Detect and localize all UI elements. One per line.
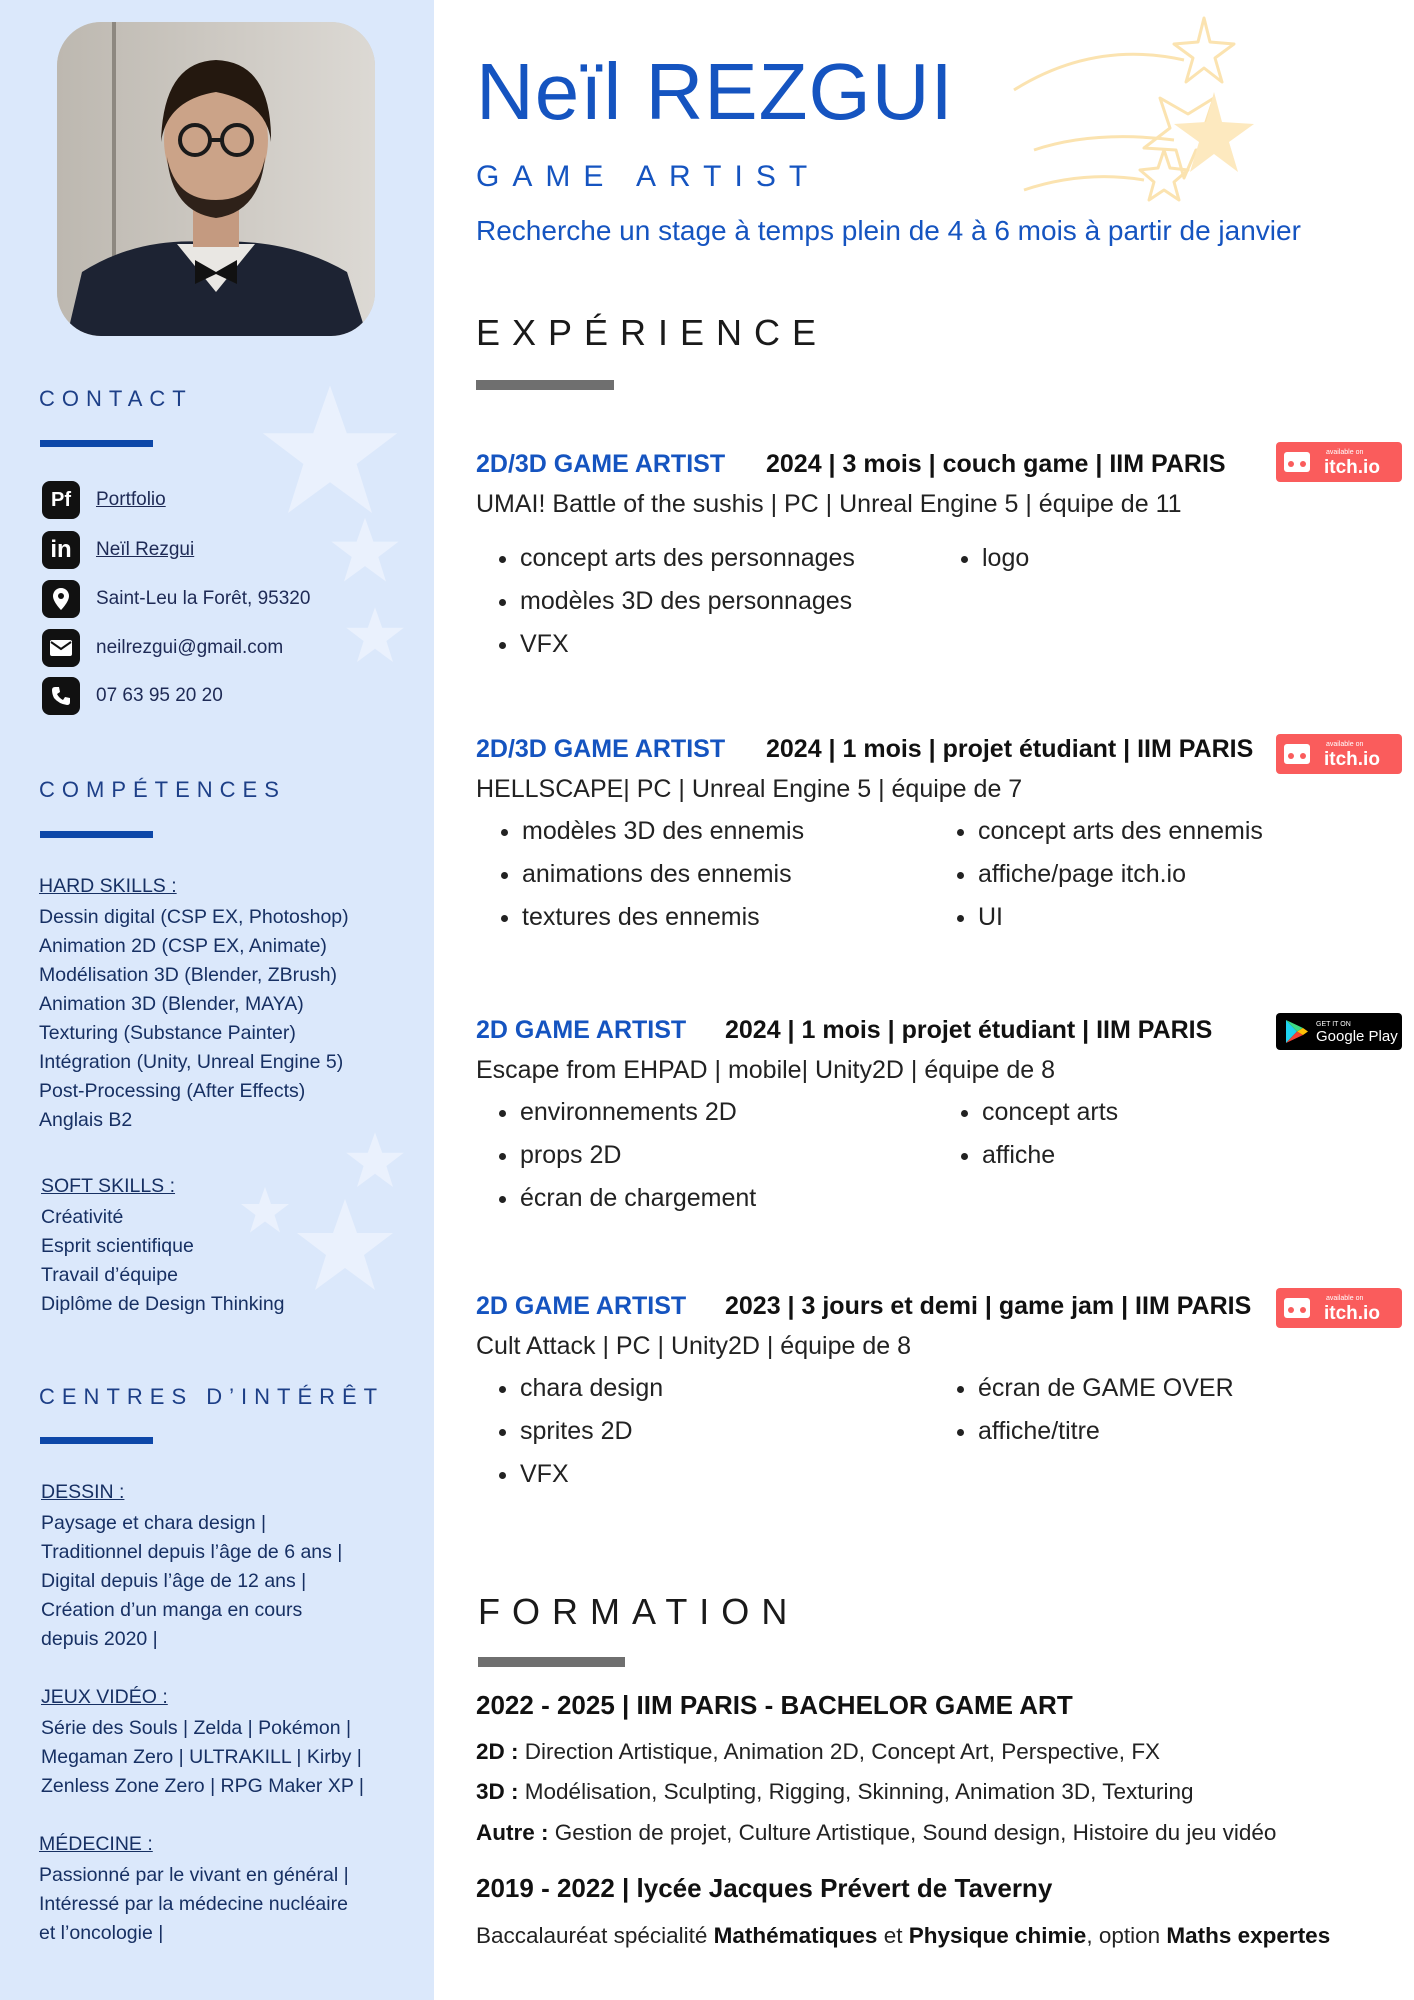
experience-title: 2D/3D GAME ARTIST [476, 735, 726, 763]
contact-portfolio[interactable] [42, 480, 166, 520]
interest-line: Paysage et chara design | [41, 1512, 267, 1534]
experience-divider [476, 380, 614, 390]
interest-line: Passionné par le vivant en général | [39, 1864, 349, 1886]
itch-io-logo-icon [1284, 1298, 1310, 1318]
education-divider [478, 1657, 625, 1667]
interest-line: Série des Souls | Zelda | Pokémon | [41, 1717, 352, 1739]
experience-meta: 2023 | 3 jours et demi | game jam | IIM PARIS [725, 1292, 1252, 1320]
hard-skills-block [39, 872, 349, 1135]
list-item: • affiche/page itch.io [978, 853, 1263, 896]
star-decoration-icon [345, 1130, 405, 1190]
list-item: • UI [978, 896, 1263, 939]
skill-item: Post-Processing (After Effects) [39, 1080, 306, 1102]
medicine-label: MÉDECINE : [39, 1833, 153, 1855]
games-block [41, 1683, 364, 1801]
hard-skills-label: HARD SKILLS : [39, 875, 177, 897]
skill-item: Animation 3D (Blender, MAYA) [39, 993, 304, 1015]
list-item: • props 2D [520, 1134, 756, 1177]
interest-line: Intéressé par la médecine nucléaire [39, 1893, 348, 1915]
list-item: • sprites 2D [520, 1410, 663, 1453]
list-item: • concept arts [982, 1091, 1118, 1134]
contact-address [42, 579, 310, 619]
list-item: • écran de chargement [520, 1177, 756, 1220]
email-text[interactable]: neilrezgui@gmail.com [96, 637, 284, 658]
skill-item: Dessin digital (CSP EX, Photoshop) [39, 906, 349, 928]
list-item: • écran de GAME OVER [978, 1367, 1234, 1410]
experience-subtitle: Escape from EHPAD | mobile| Unity2D | équipe de 8 [476, 1056, 1056, 1084]
list-item: • affiche/titre [978, 1410, 1234, 1453]
experience-title: 2D GAME ARTIST [476, 1016, 687, 1044]
location-pin-icon [42, 580, 80, 618]
svg-text:GET IT ON: GET IT ON [1316, 1021, 1351, 1028]
contact-divider [40, 440, 153, 447]
experience-subtitle: Cult Attack | PC | Unity2D | équipe de 8 [476, 1332, 911, 1360]
itch-io-badge[interactable] [1276, 442, 1402, 482]
itch-io-badge[interactable] [1276, 1288, 1402, 1328]
itch-io-badge[interactable] [1276, 734, 1402, 774]
experience-item [476, 1292, 1406, 1488]
list-item: • animations des ennemis [522, 853, 804, 896]
svg-text:itch.io: itch.io [1324, 749, 1380, 770]
school-title: 2019 - 2022 | lycée Jacques Prévert de Taverny [476, 1873, 1053, 1903]
soft-skills-block [41, 1172, 285, 1319]
job-title: GAME ARTIST [476, 160, 821, 193]
skill-item: Esprit scientifique [41, 1235, 194, 1257]
phone-text[interactable]: 07 63 95 20 20 [96, 685, 223, 706]
star-decoration-icon [295, 1195, 395, 1295]
medicine-block [39, 1830, 349, 1948]
interest-line: Digital depuis l’âge de 12 ans | [41, 1570, 307, 1592]
experience-item [476, 450, 1406, 658]
skill-item: Créativité [41, 1206, 124, 1228]
skill-item: Diplôme de Design Thinking [41, 1293, 285, 1315]
experience-title: 2D GAME ARTIST [476, 1292, 687, 1320]
education-line: 2D : Direction Artistique, Animation 2D, Concept Art, Perspective, FX [476, 1739, 1161, 1764]
skill-item: Texturing (Substance Painter) [39, 1022, 296, 1044]
drawing-label: DESSIN : [41, 1481, 125, 1503]
education-line: Baccalauréat spécialité Mathématiques et Physique chimie, option Maths expertes [476, 1923, 1331, 1948]
linkedin-link[interactable]: Neïl Rezgui [96, 539, 195, 560]
google-play-badge[interactable] [1276, 1013, 1402, 1050]
games-label: JEUX VIDÉO : [41, 1686, 168, 1708]
interests-divider [40, 1437, 153, 1444]
itch-io-logo-icon [1284, 452, 1310, 472]
list-item: • concept arts des ennemis [978, 810, 1263, 853]
skill-item: Animation 2D (CSP EX, Animate) [39, 935, 327, 957]
portfolio-icon: Pf [42, 481, 80, 519]
portrait-image [57, 22, 375, 336]
contact-heading: CONTACT [39, 386, 193, 411]
experience-meta: 2024 | 1 mois | projet étudiant | IIM PARIS [766, 735, 1254, 763]
experience-meta: 2024 | 3 mois | couch game | IIM PARIS [766, 450, 1226, 478]
svg-text:itch.io: itch.io [1324, 1303, 1380, 1324]
drawing-block [41, 1478, 342, 1654]
svg-text:available on: available on [1326, 449, 1364, 456]
main-content [434, 0, 1414, 2000]
interest-line: depuis 2020 | [41, 1628, 158, 1650]
skill-item: Travail d’équipe [41, 1264, 178, 1286]
soft-skills-label: SOFT SKILLS : [41, 1175, 176, 1197]
list-item: • chara design [520, 1367, 663, 1410]
skill-item: Anglais B2 [39, 1109, 133, 1131]
list-item: • affiche [982, 1134, 1118, 1177]
experience-meta: 2024 | 1 mois | projet étudiant | IIM PARIS [725, 1016, 1213, 1044]
skills-heading: COMPÉTENCES [39, 777, 286, 802]
interest-line: et l’oncologie | [39, 1922, 164, 1944]
sidebar [0, 0, 434, 2000]
contact-email[interactable] [42, 628, 283, 668]
svg-text:itch.io: itch.io [1324, 457, 1380, 478]
address-text: Saint-Leu la Forêt, 95320 [96, 588, 311, 609]
education-line: 3D : Modélisation, Sculpting, Rigging, Skinning, Animation 3D, Texturing [476, 1779, 1194, 1804]
interest-line: Création d’un manga en cours [41, 1599, 303, 1621]
skills-divider [40, 831, 153, 838]
list-item: • textures des ennemis [522, 896, 804, 939]
itch-io-logo-icon [1284, 744, 1310, 764]
education-line: Autre : Gestion de projet, Culture Artistique, Sound design, Histoire du jeu vidéo [476, 1820, 1277, 1845]
star-decoration-icon [345, 605, 405, 665]
contact-linkedin[interactable] [42, 530, 194, 570]
education-heading: FORMATION [478, 1591, 800, 1632]
list-item: • VFX [520, 1453, 663, 1496]
list-item: • VFX [520, 623, 855, 666]
profile-photo [57, 22, 375, 336]
star-decoration-icon [330, 515, 400, 585]
school-title: 2022 - 2025 | IIM PARIS - BACHELOR GAME ART [476, 1690, 1073, 1720]
envelope-icon [42, 629, 80, 667]
experience-item [476, 735, 1406, 931]
skill-item: Modélisation 3D (Blender, ZBrush) [39, 964, 338, 986]
interest-line: Traditionnel depuis l’âge de 6 ans | [41, 1541, 343, 1563]
phone-icon [42, 677, 80, 715]
svg-text:available on: available on [1326, 1295, 1364, 1302]
list-item: • logo [982, 537, 1029, 580]
list-item: • modèles 3D des personnages [520, 580, 855, 623]
svg-text:Google Play: Google Play [1316, 1028, 1398, 1045]
list-item: • modèles 3D des ennemis [522, 810, 804, 853]
candidate-name: Neïl REZGUI [476, 47, 954, 136]
contact-phone[interactable] [42, 676, 223, 716]
interest-line: Zenless Zone Zero | RPG Maker XP | [41, 1775, 364, 1797]
list-item: • concept arts des personnages [520, 537, 855, 580]
interests-heading: CENTRES D’INTÉRÊT [39, 1384, 385, 1409]
list-item: • environnements 2D [520, 1091, 756, 1134]
google-play-logo-icon [1286, 1020, 1308, 1043]
experience-title: 2D/3D GAME ARTIST [476, 450, 726, 478]
skill-item: Intégration (Unity, Unreal Engine 5) [39, 1051, 344, 1073]
linkedin-icon: in [42, 531, 80, 569]
portfolio-link[interactable]: Portfolio [96, 489, 166, 510]
tagline: Recherche un stage à temps plein de 4 à 6 mois à partir de janvier [476, 215, 1301, 246]
experience-subtitle: HELLSCAPE| PC | Unreal Engine 5 | équipe de 7 [476, 775, 1023, 803]
experience-item [476, 1016, 1406, 1212]
svg-text:available on: available on [1326, 741, 1364, 748]
experience-heading: EXPÉRIENCE [476, 312, 829, 353]
experience-subtitle: UMAI! Battle of the sushis | PC | Unreal Engine 5 | équipe de 11 [476, 490, 1182, 518]
star-decoration-icon [260, 380, 400, 520]
interest-line: Megaman Zero | ULTRAKILL | Kirby | [41, 1746, 362, 1768]
